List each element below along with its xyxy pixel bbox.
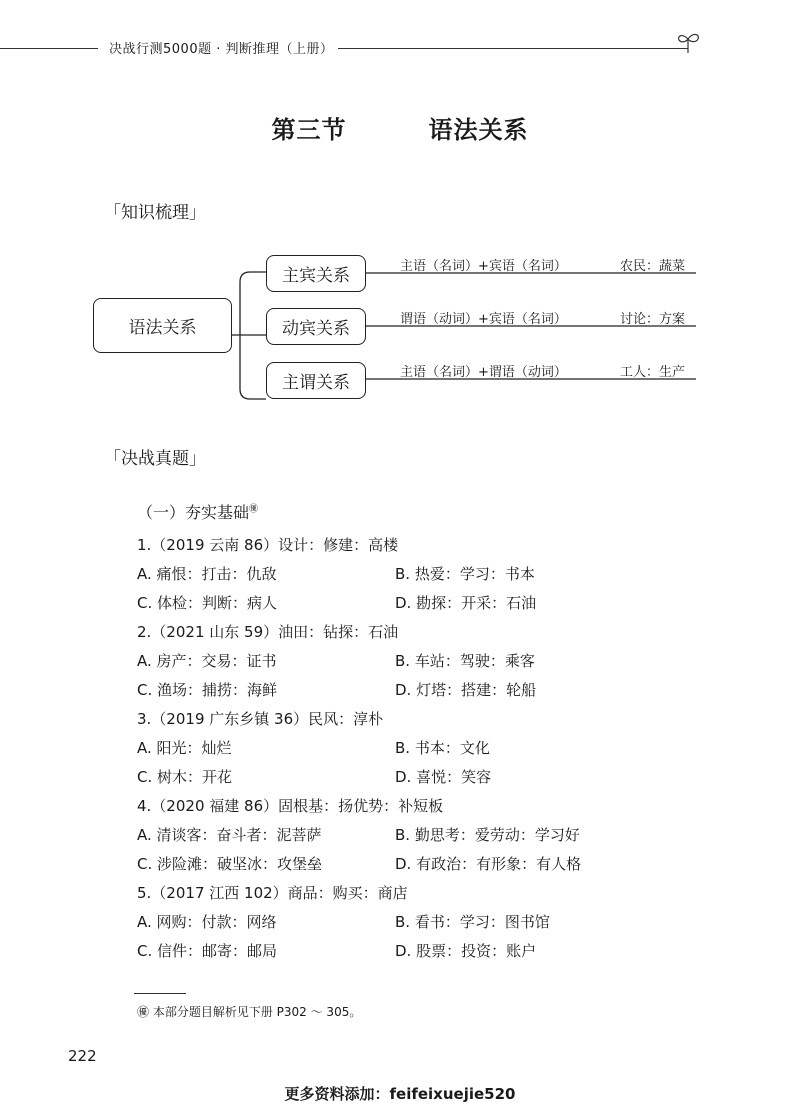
option-c: C. 树木：开花 <box>137 768 233 786</box>
option-d: D. 灯塔：搭建：轮船 <box>395 681 537 699</box>
option-a: A. 痛恨：打击：仇敌 <box>137 565 277 583</box>
branch-rule: 主语（名词）+谓语（动词） <box>400 365 567 380</box>
running-head-rule-left <box>0 48 98 49</box>
heading-bracket-close: 」 <box>189 449 206 469</box>
option-a: A. 清谈客：奋斗者：泥菩萨 <box>137 826 322 844</box>
heading-bracket-close: 」 <box>189 203 206 223</box>
question-stem: 2.（2021 山东 59）油田：钻探：石油 <box>137 623 399 641</box>
question-stem: 4.（2020 福建 86）固根基：扬优势：补短板 <box>137 797 444 815</box>
option-d: D. 勘探：开采：石油 <box>395 594 537 612</box>
branch-rule: 谓语（动词）+宾语（名词） <box>400 312 567 327</box>
option-a: A. 房产：交易：证书 <box>137 652 277 670</box>
footnote <box>137 1003 361 1020</box>
question-stem: 3.（2019 广东乡镇 36）民风：淳朴 <box>137 710 384 728</box>
subsection-heading-text: （一）夯实基础 <box>137 503 250 522</box>
option-a: A. 网购：付款：网络 <box>137 913 277 931</box>
running-head-rule-right <box>338 48 688 49</box>
option-a: A. 阳光：灿烂 <box>137 739 232 757</box>
knowledge-heading <box>104 198 206 223</box>
option-c: C. 信件：邮寄：邮局 <box>137 942 278 960</box>
branch-verb-object: 动宾关系 <box>266 308 366 345</box>
heading-bracket-open: 「 <box>104 449 121 469</box>
option-b: B. 勤思考：爱劳动：学习好 <box>395 826 580 844</box>
option-d: D. 股票：投资：账户 <box>395 942 537 960</box>
mind-map-root: 语法关系 <box>93 298 232 353</box>
footnote-rule <box>134 993 186 994</box>
option-b: B. 车站：驾驶：乘客 <box>395 652 535 670</box>
running-head <box>0 32 800 62</box>
option-d: D. 有政治：有形象：有人格 <box>395 855 582 873</box>
option-c: C. 体检：判断：病人 <box>137 594 278 612</box>
option-d: D. 喜悦：笑容 <box>395 768 492 786</box>
option-c: C. 涉险滩：破坚冰：攻堡垒 <box>137 855 323 873</box>
option-c: C. 渔场：捕捞：海鲜 <box>137 681 278 699</box>
footnote-mark: ㊝ <box>249 504 259 515</box>
branch-example: 讨论：方案 <box>620 312 686 327</box>
footnote-symbol: ㊝ <box>137 1005 150 1019</box>
branch-example: 工人：生产 <box>620 365 686 380</box>
option-b: B. 书本：文化 <box>395 739 490 757</box>
branch-subject-predicate: 主谓关系 <box>266 362 366 399</box>
section-title: 第三节 语法关系 <box>271 116 529 144</box>
branch-rule: 主语（名词）+宾语（名词） <box>400 259 567 274</box>
question-stem: 5.（2017 江西 102）商品：购买：商店 <box>137 884 408 902</box>
promo-text: 更多资料添加：feifeixuejie520 <box>284 1085 516 1103</box>
option-b: B. 看书：学习：图书馆 <box>395 913 550 931</box>
running-head-title: 决战行测5000题 · 判断推理（上册） <box>109 42 334 57</box>
branch-example: 农民：蔬菜 <box>620 259 686 274</box>
exam-heading-text: 决战真题 <box>121 449 189 469</box>
page-number: 222 <box>68 1047 97 1065</box>
question-stem: 1.（2019 云南 86）设计：修建：高楼 <box>137 536 399 554</box>
branch-subject-object: 主宾关系 <box>266 255 366 292</box>
exam-heading <box>104 444 206 469</box>
sprout-icon <box>676 32 708 54</box>
knowledge-heading-text: 知识梳理 <box>121 203 189 223</box>
footnote-text: 本部分题目解析见下册 P302 ～ 305。 <box>152 1005 362 1019</box>
option-b: B. 热爱：学习：书本 <box>395 565 535 583</box>
heading-bracket-open: 「 <box>104 203 121 223</box>
subsection-heading <box>137 500 258 523</box>
